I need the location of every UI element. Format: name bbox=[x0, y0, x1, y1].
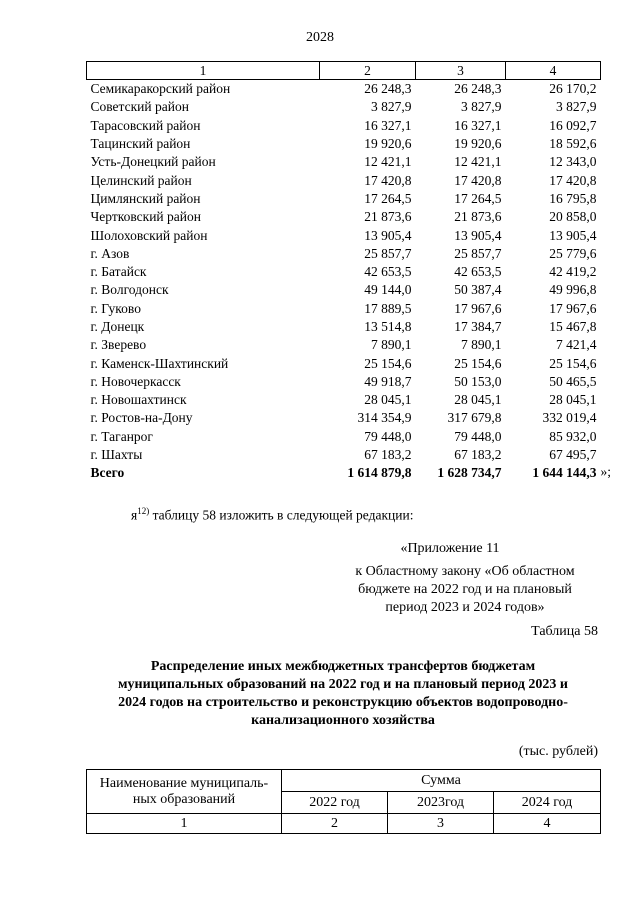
municipality-name: Тацинский район bbox=[90, 136, 191, 152]
amount-2023: 17 384,7 bbox=[454, 319, 502, 334]
units-label: (тыс. рублей) bbox=[518, 744, 598, 759]
amount-2022: 42 653,5 bbox=[364, 264, 412, 280]
amendment-footnote: 12) bbox=[137, 506, 150, 516]
municipality-name: Семикаракорский район bbox=[90, 81, 231, 97]
appendix-law-reference bbox=[330, 563, 600, 617]
municipality-column-header bbox=[87, 770, 282, 814]
heading-line: муниципальных образований на 2022 год и на плановый период 2023 и bbox=[118, 677, 568, 692]
table-row bbox=[87, 354, 601, 372]
municipality-name: Шолоховский район bbox=[90, 227, 208, 243]
amount-2023: 42 653,5 bbox=[454, 264, 502, 280]
table-row bbox=[87, 263, 601, 281]
amount-2024: 15 467,8 bbox=[549, 319, 597, 334]
amount-2024: 25 154,6 bbox=[549, 355, 597, 371]
sum-header: Сумма bbox=[282, 770, 601, 792]
table-row bbox=[87, 428, 601, 446]
amount-2024: 20 858,0 bbox=[549, 209, 597, 225]
amount-2023: 25 154,6 bbox=[454, 355, 502, 371]
amount-2024: 13 905,4 bbox=[549, 227, 597, 243]
municipality-name: Советский район bbox=[90, 99, 189, 115]
municipality-name: г. Батайск bbox=[90, 264, 147, 280]
municipality-name: г. Ростов-на-Дону bbox=[90, 410, 193, 426]
municipality-name: Тарасовский район bbox=[90, 117, 201, 133]
column-number-2: 2 bbox=[320, 62, 416, 80]
amount-2024: 12 343,0 bbox=[549, 154, 597, 170]
amount-2023: 17 420,8 bbox=[454, 172, 502, 188]
column-number-2: 2 bbox=[282, 814, 388, 834]
municipality-name: г. Каменск-Шахтинский bbox=[90, 355, 229, 371]
year-2024-header: 2024 год bbox=[494, 792, 601, 814]
table-row bbox=[87, 446, 601, 464]
amount-2023: 79 448,0 bbox=[454, 428, 502, 444]
amount-2023: 28 045,1 bbox=[454, 392, 502, 408]
table-row bbox=[87, 171, 601, 189]
heading-line: 2024 годов на строительство и реконструкцию объектов водопроводно- bbox=[118, 695, 568, 710]
amount-2024: 17 967,6 bbox=[549, 300, 597, 316]
amount-2024: 16 092,7 bbox=[549, 117, 597, 133]
table-number: Таблица 58 bbox=[531, 624, 598, 639]
amount-2024: 49 996,8 bbox=[549, 282, 597, 298]
amount-2023: 13 905,4 bbox=[454, 227, 502, 243]
table-row bbox=[87, 281, 601, 299]
total-label: Всего bbox=[90, 465, 125, 481]
column-number-3: 3 bbox=[416, 62, 506, 80]
amount-2023: 16 327,1 bbox=[454, 117, 502, 133]
table-row bbox=[87, 245, 601, 263]
amount-2022: 3 827,9 bbox=[371, 99, 412, 115]
appendix-law-line: период 2023 и 2024 годов» bbox=[385, 600, 545, 615]
amount-2022: 49 918,7 bbox=[364, 373, 412, 389]
amount-2024: 16 795,8 bbox=[549, 190, 597, 206]
column-number-1: 1 bbox=[87, 62, 320, 80]
amount-2024: 67 495,7 bbox=[549, 447, 597, 463]
amount-2022: 25 857,7 bbox=[364, 245, 412, 261]
amount-2022: 79 448,0 bbox=[364, 428, 412, 444]
appendix-law-line: бюджете на 2022 год и на плановый bbox=[358, 582, 572, 597]
amount-2022: 16 327,1 bbox=[364, 117, 412, 133]
heading-line: Распределение иных межбюджетных трансфертов бюджетам bbox=[150, 659, 536, 674]
amount-2023: 17 967,6 bbox=[454, 300, 502, 316]
amount-2022: 314 354,9 bbox=[357, 410, 412, 426]
amendment-paragraph bbox=[131, 506, 413, 524]
table-row bbox=[87, 117, 601, 135]
amount-2022: 67 183,2 bbox=[364, 447, 412, 463]
amount-2022: 28 045,1 bbox=[364, 392, 412, 408]
amount-2022: 25 154,6 bbox=[364, 355, 412, 371]
municipality-name: Чертковский район bbox=[90, 209, 201, 225]
table-heading bbox=[86, 658, 600, 730]
table-58-header bbox=[86, 769, 601, 834]
amount-2024: 17 420,8 bbox=[549, 172, 597, 188]
column-number-1: 1 bbox=[87, 814, 282, 834]
amendment-letter: я bbox=[131, 507, 138, 523]
table-row bbox=[87, 135, 601, 153]
appendix-law-line: к Областному закону «Об областном bbox=[355, 564, 575, 579]
amount-2023: 25 857,7 bbox=[454, 245, 502, 261]
header-line: ных образований bbox=[132, 791, 236, 807]
table-row bbox=[87, 208, 601, 226]
column-number-row bbox=[87, 62, 601, 80]
amount-2023: 19 920,6 bbox=[454, 136, 502, 152]
transfers-table-continued bbox=[86, 61, 612, 483]
amount-2022: 19 920,6 bbox=[364, 136, 412, 152]
amount-2022: 21 873,6 bbox=[364, 209, 412, 225]
municipality-name: г. Зверево bbox=[90, 337, 147, 353]
amount-2024: 25 779,6 bbox=[549, 245, 597, 261]
table-row bbox=[87, 98, 601, 116]
table-row bbox=[87, 318, 601, 336]
table-row bbox=[87, 391, 601, 409]
column-number-4: 4 bbox=[494, 814, 601, 834]
amount-2023: 21 873,6 bbox=[454, 209, 502, 225]
amount-2024: 7 421,4 bbox=[556, 337, 597, 353]
page-number: 2028 bbox=[306, 30, 334, 45]
total-2024-cell bbox=[506, 464, 612, 482]
table-row bbox=[87, 336, 601, 354]
amount-2023: 17 264,5 bbox=[454, 190, 502, 206]
total-2023: 1 628 734,7 bbox=[437, 465, 502, 481]
year-2023-header: 2023год bbox=[388, 792, 494, 814]
amount-2022: 13 514,8 bbox=[364, 319, 412, 334]
amount-2024: 28 045,1 bbox=[549, 392, 597, 408]
amount-2023: 26 248,3 bbox=[454, 81, 502, 97]
total-row bbox=[87, 464, 601, 482]
table-row bbox=[87, 226, 601, 244]
amount-2023: 3 827,9 bbox=[461, 99, 502, 115]
municipality-name: Цимлянский район bbox=[90, 190, 201, 206]
amount-2024: 26 170,2 bbox=[549, 81, 597, 97]
amount-2022: 49 144,0 bbox=[364, 282, 412, 298]
table-row bbox=[87, 153, 601, 171]
total-2022: 1 614 879,8 bbox=[347, 465, 412, 481]
municipality-name: г. Новочеркасск bbox=[90, 373, 181, 389]
municipality-name: Усть-Донецкий район bbox=[90, 154, 216, 170]
amount-2023: 67 183,2 bbox=[454, 447, 502, 463]
appendix-title: «Приложение 11 bbox=[400, 541, 500, 556]
municipality-name: г. Новошахтинск bbox=[90, 392, 187, 408]
amount-2024: 3 827,9 bbox=[556, 99, 597, 115]
closing-quote: »; bbox=[600, 464, 612, 480]
municipality-name: г. Волгодонск bbox=[90, 282, 169, 298]
year-2022-header: 2022 год bbox=[282, 792, 388, 814]
heading-line: канализационного хозяйства bbox=[251, 713, 435, 728]
amount-2024: 332 019,4 bbox=[542, 410, 597, 426]
amount-2022: 17 420,8 bbox=[364, 172, 412, 188]
municipality-name: г. Шахты bbox=[90, 447, 143, 463]
table-row bbox=[87, 300, 601, 318]
amount-2022: 12 421,1 bbox=[364, 154, 412, 170]
amount-2022: 17 264,5 bbox=[364, 190, 412, 206]
amount-2024: 85 932,0 bbox=[549, 428, 597, 444]
amount-2022: 17 889,5 bbox=[364, 300, 412, 316]
amount-2023: 50 153,0 bbox=[454, 373, 502, 389]
amount-2023: 7 890,1 bbox=[461, 337, 502, 353]
table-row bbox=[87, 80, 601, 99]
amount-2022: 7 890,1 bbox=[371, 337, 412, 353]
amount-2022: 13 905,4 bbox=[364, 227, 412, 243]
header-line: Наименование муниципаль- bbox=[99, 775, 269, 791]
municipality-name: Целинский район bbox=[90, 172, 192, 188]
amount-2024: 50 465,5 bbox=[549, 373, 597, 389]
municipality-name: г. Донецк bbox=[90, 319, 145, 334]
column-number-4: 4 bbox=[506, 62, 601, 80]
total-2024: 1 644 144,3 bbox=[532, 465, 597, 481]
amount-2023: 12 421,1 bbox=[454, 154, 502, 170]
table-row bbox=[87, 190, 601, 208]
amount-2024: 42 419,2 bbox=[549, 264, 597, 280]
municipality-name: г. Гуково bbox=[90, 300, 141, 316]
table-row bbox=[87, 409, 601, 427]
municipality-name: г. Таганрог bbox=[90, 428, 153, 444]
municipality-name: г. Азов bbox=[90, 245, 130, 261]
amount-2024: 18 592,6 bbox=[549, 136, 597, 152]
amount-2023: 50 387,4 bbox=[454, 282, 502, 298]
table-row bbox=[87, 373, 601, 391]
column-number-3: 3 bbox=[388, 814, 494, 834]
amendment-text: таблицу 58 изложить в следующей редакции: bbox=[149, 507, 414, 523]
amount-2022: 26 248,3 bbox=[364, 81, 412, 97]
amount-2023: 317 679,8 bbox=[447, 410, 502, 426]
